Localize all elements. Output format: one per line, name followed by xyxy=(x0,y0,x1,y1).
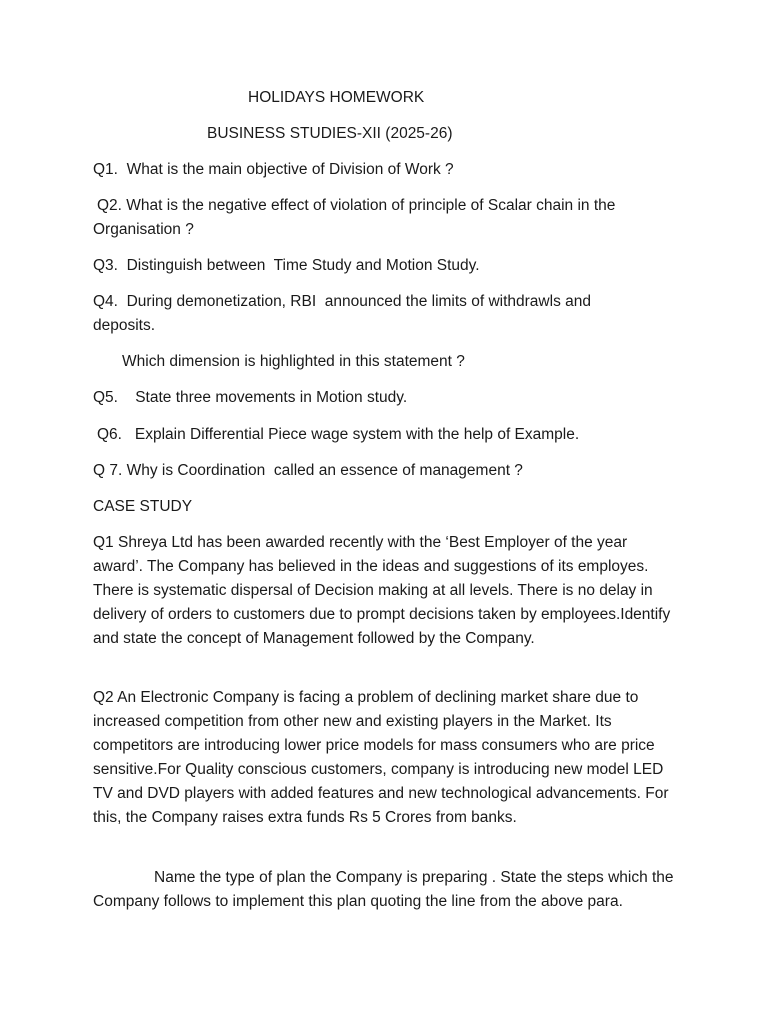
question-4-subquestion: Which dimension is highlighted in this statement ? xyxy=(122,353,465,370)
question-6: Q6. Explain Differential Piece wage system with the help of Example. xyxy=(97,426,580,443)
document-title: HOLIDAYS HOMEWORK xyxy=(248,89,425,106)
question-3: Q3. Distinguish between Time Study and Motion Study. xyxy=(93,257,480,274)
question-2-line-2: Organisation ? xyxy=(93,221,194,238)
question-7: Q 7. Why is Coordination called an essence of management ? xyxy=(93,462,523,479)
question-4-line-2: deposits. xyxy=(93,317,156,334)
case-study-question-2: Q2 An Electronic Company is facing a problem of declining market share due to increased competition from other new and existing players in the Market. Its competitors are introducing lower price models for mass consumers who are price sensitive.For Quality conscious customers, company is introducing new model LED TV and DVD players with added features and new technological advancements. For this, the Company raises extra funds Rs 5 Crores from banks. xyxy=(93,689,669,826)
question-5: Q5. State three movements in Motion study. xyxy=(93,389,408,406)
document-subtitle: BUSINESS STUDIES-XII (2025-26) xyxy=(207,125,453,142)
question-1: Q1. What is the main objective of Division of Work ? xyxy=(93,161,454,178)
question-4-line-1: Q4. During demonetization, RBI announced the limits of withdrawls and xyxy=(93,293,591,310)
question-2-line-1: Q2. What is the negative effect of violation of principle of Scalar chain in the xyxy=(97,197,616,214)
case-study-heading: CASE STUDY xyxy=(93,498,193,515)
case-study-question-2-task: Name the type of plan the Company is preparing . State the steps which the Company follows to implement this plan quoting the line from the above para. xyxy=(93,869,674,910)
case-study-question-1: Q1 Shreya Ltd has been awarded recently with the ‘Best Employer of the year award’. The Company has believed in the ideas and suggestions of its employes. There is systematic dispersal of Decision making at all levels. There is no delay in delivery of orders to customers due to prompt decisions taken by employees.Identify and state the concept of Management followed by the Company. xyxy=(93,534,671,647)
